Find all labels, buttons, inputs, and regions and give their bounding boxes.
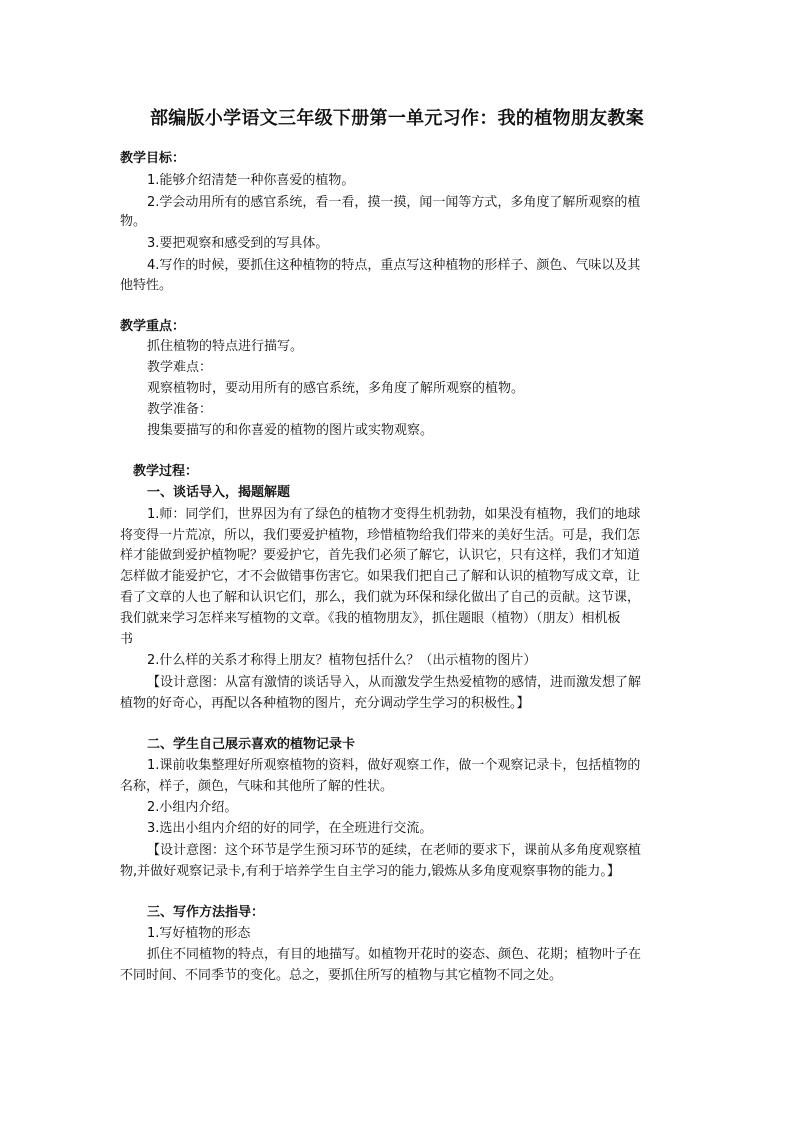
- body-text-line: 1.课前收集整理好所观察植物的资料，做好观察工作，做一个观察记录卡，包括植物的: [147, 758, 641, 773]
- section-heading: 教学目标：: [120, 151, 186, 166]
- body-text-line: 1.师：同学们，世界因为有了绿色的植物才变得生机勃勃，如果没有植物，我们的地球: [147, 507, 641, 522]
- body-text-line: 书: [120, 632, 134, 647]
- body-text-line: 观察植物时，要动用所有的感官系统，多角度了解所观察的植物。: [147, 381, 525, 396]
- section-heading: 一、谈话导入，揭题解题: [147, 485, 291, 500]
- section-heading: 教学过程：: [133, 464, 199, 479]
- body-text-line: 教学难点：: [147, 360, 213, 375]
- body-text-line: 样才能做到爱护植物呢？要爱护它，首先我们必须了解它，认识它，只有这样，我们才知道: [120, 548, 641, 563]
- body-text-line: 2.学会动用所有的感官系统，看一看，摸一摸，闻一闻等方式，多角度了解所观察的植: [147, 195, 641, 210]
- body-text-line: 我们就来学习怎样来写植物的文章。《我的植物朋友》，抓住题眼（植物）（朋友）相机板: [120, 611, 621, 626]
- body-text-line: 3.要把观察和感受到的写具体。: [147, 236, 329, 251]
- section-heading: 二、学生自己展示喜欢的植物记录卡: [147, 737, 356, 752]
- body-text-line: 【设计意图：从富有激情的谈话导入，从而激发学生热爱植物的感情，进而激发想了解: [147, 675, 642, 690]
- document-title: 部编版小学语文三年级下册第一单元习作：我的植物朋友教案: [149, 108, 645, 129]
- body-text-line: 2.什么样的关系才称得上朋友？植物包括什么？（出示植物的图片）: [147, 653, 537, 668]
- body-text-line: 教学准备：: [147, 402, 213, 417]
- body-text-line: 3.选出小组内介绍的好的同学，在全班进行交流。: [147, 821, 433, 836]
- body-text-line: 物,并做好观察记录卡,有利于培养学生自主学习的能力,锻炼从多角度观察事物的能力。】: [120, 864, 620, 879]
- body-text-line: 植物的好奇心，再配以各种植物的图片，充分调动学生学习的积极性。】: [120, 696, 530, 711]
- body-text-line: 搜集要描写的和你喜爱的植物的图片或实物观察。: [147, 423, 434, 438]
- section-heading: 教学重点：: [120, 319, 186, 334]
- body-text-line: 抓住植物的特点进行描写。: [147, 339, 304, 354]
- body-text-line: 1.能够介绍清楚一种你喜爱的植物。: [147, 173, 355, 188]
- body-text-line: 将变得一片荒凉，所以，我们要爱护植物，珍惜植物给我们带来的美好生活。可是，我们怎: [120, 528, 641, 543]
- body-text-line: 怎样做才能爱护它，才不会做错事伤害它。如果我们把自己了解和认识的植物写成文章，让: [120, 569, 641, 584]
- body-text-line: 他特性。: [120, 278, 173, 293]
- body-text-line: 抓住不同植物的特点，有目的地描写。如植物开花时的姿态、颜色、花期；植物叶子在: [147, 947, 642, 962]
- body-text-line: 名称，样子，颜色，气味和其他所了解的性状。: [120, 779, 394, 794]
- body-text-line: 看了文章的人也了解和认识它们，那么，我们就为环保和绿化做出了自己的贡献。这节课，: [120, 590, 641, 605]
- body-text-line: 物。: [120, 214, 147, 229]
- section-heading: 三、写作方法指导：: [147, 905, 265, 920]
- body-text-line: 【设计意图：这个环节是学生预习环节的延续，在老师的要求下，课前从多角度观察植: [147, 843, 642, 858]
- body-text-line: 1.写好植物的形态: [147, 926, 251, 941]
- body-text-line: 2.小组内介绍。: [147, 800, 238, 815]
- body-text-line: 4.写作的时候，要抓住这种植物的特点，重点写这种植物的形样子、颜色、气味以及其: [147, 258, 641, 273]
- body-text-line: 不同时间、不同季节的变化。总之，要抓住所写的植物与其它植物不同之处。: [120, 968, 563, 983]
